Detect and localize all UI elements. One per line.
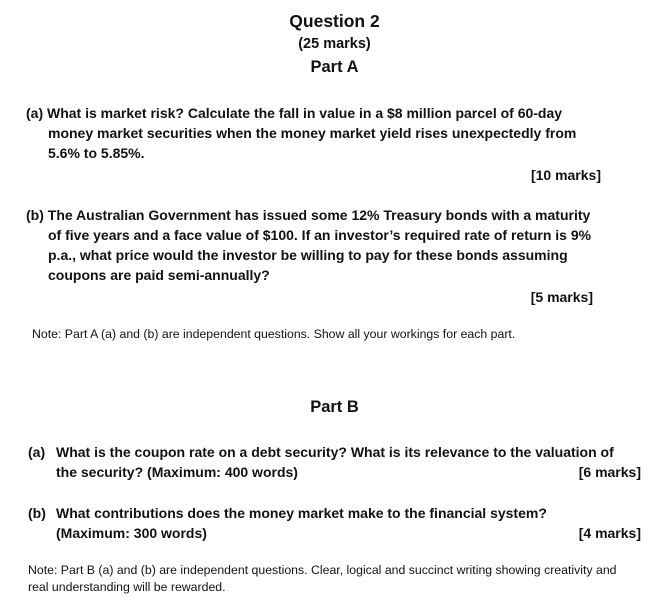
part-b-question-b-line-1: What contributions does the money market make to the financial system? xyxy=(56,505,547,521)
part-b-question-b-label: (b) xyxy=(28,505,46,521)
part-b-note-line-1: Note: Part B (a) and (b) are independent questions. Clear, logical and succinct writing showing creativity and xyxy=(28,563,617,577)
part-a-question-a-line-3: 5.6% to 5.85%. xyxy=(48,145,145,161)
part-b-question-b-marks: [4 marks] xyxy=(578,525,641,541)
part-a-question-b-line-1: (b) The Australian Government has issued some 12% Treasury bonds with a maturity xyxy=(26,207,591,223)
part-b-question-a-line-1: What is the coupon rate on a debt security? What is its relevance to the valuation of xyxy=(56,444,614,460)
part-a-question-b-marks: [5 marks] xyxy=(530,289,593,305)
part-a-question-b-line-2: of five years and a face value of $100. If an investor’s required rate of return is 9% xyxy=(48,227,592,243)
part-a-question-a-line-2: money market securities when the money market yield rises unexpectedly from xyxy=(48,125,577,141)
question-title: Question 2 xyxy=(289,11,380,31)
part-b-question-a-line-2: the security? (Maximum: 400 words) xyxy=(56,464,298,480)
part-a-question-a-marks: [10 marks] xyxy=(530,167,601,183)
part-a-question-b-line-4: coupons are paid semi-annually? xyxy=(48,267,270,283)
part-a-note: Note: Part A (a) and (b) are independent questions. Show all your workings for each part. xyxy=(32,327,516,341)
part-b-title: Part B xyxy=(310,398,359,416)
part-b-question-a-marks: [6 marks] xyxy=(578,464,641,480)
part-a-title: Part A xyxy=(310,58,359,76)
part-a-question-b-line-3: p.a., what price would the investor be willing to pay for these bonds assuming xyxy=(48,247,568,263)
part-b-question-a-label: (a) xyxy=(28,444,46,460)
question-marks: (25 marks) xyxy=(298,36,371,52)
part-b-note-line-2: real understanding will be rewarded. xyxy=(28,580,226,594)
part-b-question-b-line-2: (Maximum: 300 words) xyxy=(56,525,207,541)
part-a-question-a-line-1: (a) What is market risk? Calculate the fall in value in a $8 million parcel of 60-day xyxy=(26,105,563,121)
